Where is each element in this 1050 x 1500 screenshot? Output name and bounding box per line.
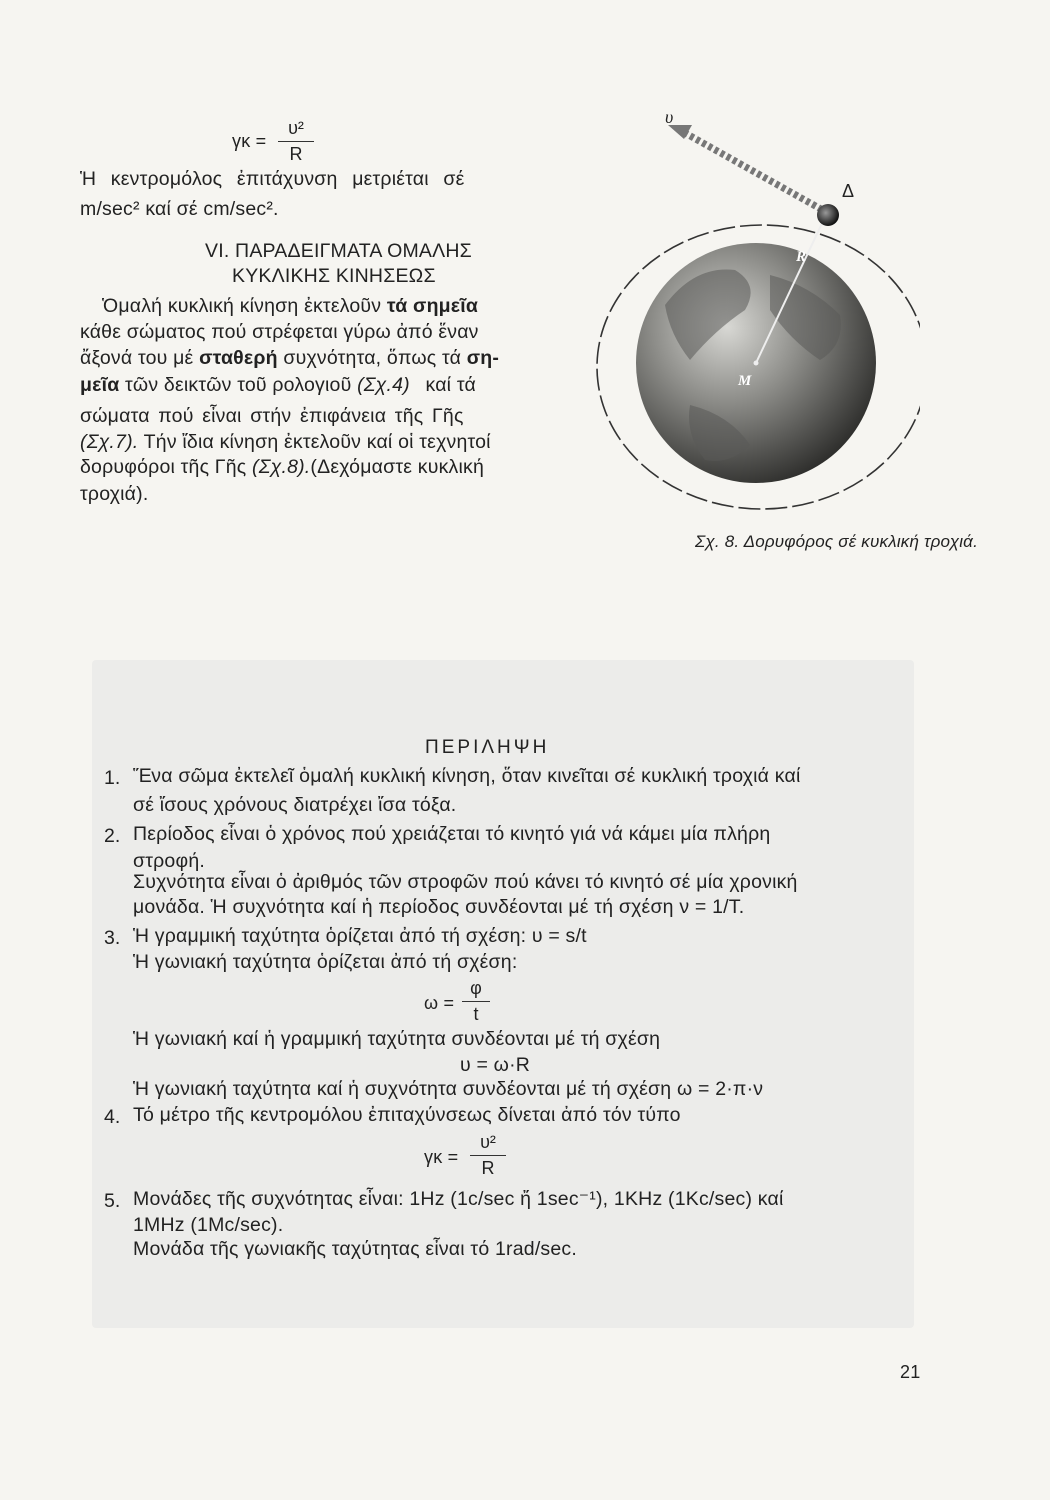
item5-line2: 1MHz (1Mc/sec). [133, 1214, 284, 1236]
item1-number: 1. [104, 767, 121, 789]
omega-denominator: t [473, 1004, 479, 1024]
accel-units-line2: m/sec² καί σέ cm/sec². [80, 198, 279, 220]
p3-text-c: συχνότητα, ὅπως τά [283, 347, 462, 369]
earth-center-dot [754, 361, 759, 366]
paragraph-line8: τροχιά). [80, 483, 149, 505]
item3-line2: Ἡ γωνιακή ταχύτητα ὁρίζεται ἀπό τή σχέση: [133, 951, 518, 973]
item2-line4: μονάδα. Ἡ συχνότητα καί ἡ περίοδος συνδέονται μέ τή σχέση ν = 1/Τ. [133, 896, 745, 918]
omega-lhs: ω = [424, 993, 455, 1013]
page-number: 21 [900, 1362, 921, 1382]
paragraph-line6 [80, 433, 491, 453]
p4-text-d: καί τά [425, 374, 476, 396]
top-formula-numerator: υ² [278, 118, 314, 142]
p7-text-a: δορυφόροι τῆς Γῆς [80, 456, 247, 478]
item3-line4: υ = ω·R [460, 1054, 531, 1076]
top-formula-fraction [278, 118, 314, 165]
satellite [817, 204, 839, 226]
item3-line1: Ἡ γραμμική ταχύτητα ὁρίζεται ἀπό τή σχέση: υ = s/t [133, 925, 587, 947]
paragraph-line1 [102, 297, 478, 317]
p7-text-c: (Δεχόμαστε κυκλική [310, 456, 484, 478]
p1-text: Ὁμαλή κυκλική κίνηση ἐκτελοῦν [102, 295, 382, 317]
section-heading-line2: ΚΥΚΛΙΚΗΣ ΚΙΝΗΣΕΩΣ [232, 265, 436, 287]
item4-number: 4. [104, 1106, 121, 1128]
gk-numerator: υ² [470, 1132, 506, 1156]
p6-text: Τήν ἴδια κίνηση ἐκτελοῦν καί οἱ τεχνητοί [143, 431, 491, 453]
item5-line3: Μονάδα τῆς γωνιακῆς ταχύτητας εἶναι τό 1rad/sec. [133, 1238, 577, 1260]
paragraph-line5: σώματα πού εἶναι στήν ἐπιφάνεια τῆς Γῆς [80, 405, 464, 427]
label-velocity: υ [665, 107, 674, 127]
label-delta: Δ [842, 181, 855, 201]
item3-line3: Ἡ γωνιακή καί ἡ γραμμική ταχύτητα συνδέονται μέ τή σχέση [133, 1028, 661, 1050]
gk-denominator: R [481, 1158, 495, 1178]
p4-text-b: τῶν δεικτῶν τοῦ ρολογιοῦ [125, 374, 352, 396]
item5-line1: Μονάδες τῆς συχνότητας εἶναι: 1Hz (1c/sec ἤ 1sec⁻¹), 1KHz (1Kc/sec) καί [133, 1188, 784, 1210]
top-formula-lhs: γκ = [232, 131, 267, 151]
top-formula-denominator: R [289, 144, 303, 164]
paragraph-line4 [80, 376, 476, 396]
item1-line1: Ἕνα σῶμα ἐκτελεῖ ὁμαλή κυκλική κίνηση, ὅταν κινεῖται σέ κυκλική τροχιά καί [133, 765, 801, 787]
p7-ref: (Σχ.8). [252, 456, 311, 478]
section-heading-line1: VI. ΠΑΡΑΔΕΙΓΜΑΤΑ ΟΜΑΛΗΣ [205, 240, 472, 262]
paragraph-line3 [80, 349, 499, 369]
p6-ref: (Σχ.7). [80, 431, 139, 453]
velocity-arrow [685, 133, 828, 213]
p3-bold-d: ση- [466, 347, 500, 369]
gk-fraction [470, 1132, 506, 1179]
p3-bold-a: σταθερή [199, 347, 278, 369]
label-center: M [738, 373, 752, 389]
omega-numerator: φ [462, 978, 490, 1002]
item2-line1: Περίοδος εἶναι ὁ χρόνος πού χρειάζεται τό κινητό γιά νά κάμει μία πλήρη [133, 823, 771, 845]
p3-text-a: ἄξονά του μέ [80, 347, 194, 369]
paragraph-line2: κάθε σώματος πού στρέφεται γύρω ἀπό ἕναν [80, 321, 479, 343]
p4-bold: μεῖα [80, 374, 120, 396]
p4-ref: (Σχ.4) [357, 374, 410, 396]
item3-number: 3. [104, 927, 121, 949]
summary-title: ΠΕΡΙΛΗΨΗ [425, 737, 550, 758]
item4-line1: Τό μέτρο τῆς κεντρομόλου ἐπιταχύνσεως δίνεται ἀπό τόν τύπο [133, 1104, 681, 1126]
item2-line3: Συχνότητα εἶναι ὁ ἀριθμός τῶν στροφῶν πού κάνει τό κινητό σέ μία χρονική [133, 871, 798, 893]
satellite-orbit-figure [570, 105, 920, 525]
item2-line2: στροφή. [133, 850, 205, 872]
gk-lhs: γκ = [424, 1147, 459, 1167]
item3-line5: Ἡ γωνιακή ταχύτητα καί ἡ συχνότητα συνδέονται μέ τή σχέση ω = 2·π·ν [133, 1078, 764, 1100]
item5-number: 5. [104, 1190, 121, 1212]
figure-caption: Σχ. 8. Δορυφόρος σέ κυκλική τροχιά. [695, 532, 978, 551]
label-radius: R [796, 249, 807, 265]
paragraph-line7 [80, 458, 484, 478]
p1-bold: τά σημεῖα [386, 295, 479, 317]
item1-line2: σέ ἴσους χρόνους διατρέχει ἴσα τόξα. [133, 794, 457, 816]
item2-number: 2. [104, 825, 121, 847]
accel-units-line1: Ἡ κεντρομόλος ἐπιτάχυνση μετριέται σέ [80, 168, 465, 190]
omega-fraction [462, 978, 490, 1025]
